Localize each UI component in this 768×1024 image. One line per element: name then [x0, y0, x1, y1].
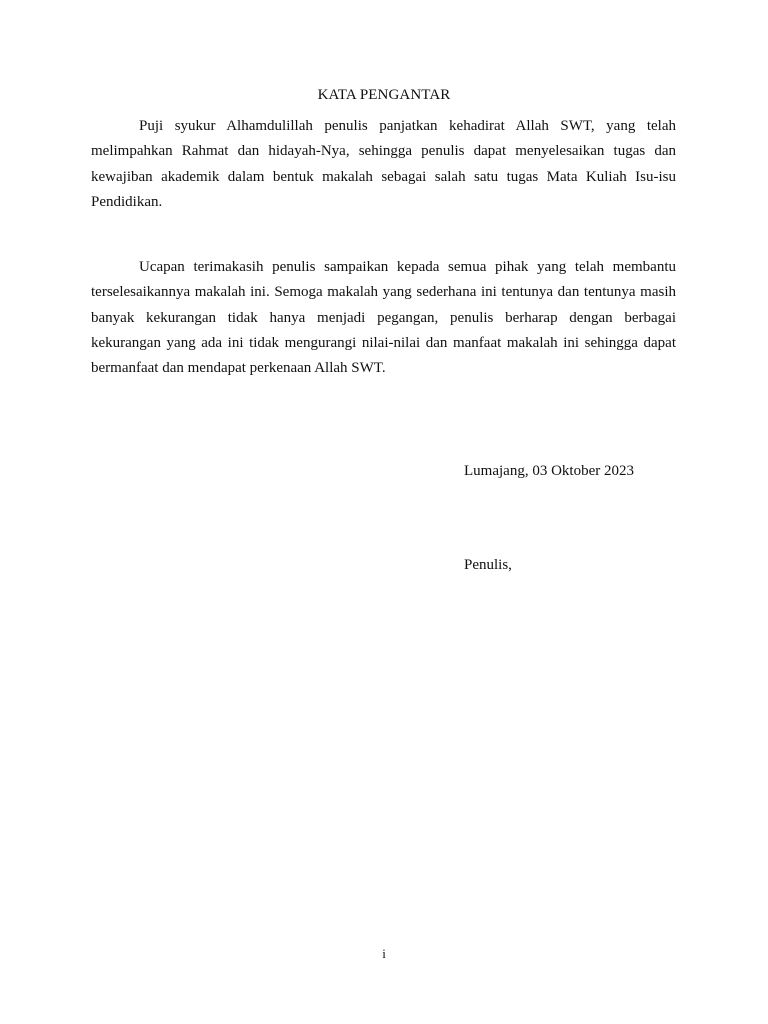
page-number: i	[382, 946, 386, 961]
paragraph-acknowledgement: Ucapan terimakasih penulis sampaikan kepada semua pihak yang telah membantu terselesaikannya makalah ini. Semoga makalah yang sederhana ini tentunya dan tentunya masih banyak kekurangan tidak hanya menjadi pegangan, penulis berharap dengan berbagai kekurangan yang ada ini tidak mengurangi nilai-nilai dan manfaat makalah ini sehingga dapat bermanfaat dan mendapat perkenaan Allah SWT.	[91, 259, 676, 377]
signature-place-date: Lumajang, 03 Oktober 2023	[464, 463, 634, 479]
signature-role: Penulis,	[464, 557, 512, 573]
page-title: KATA PENGANTAR	[317, 87, 451, 103]
paragraph-gratitude: Puji syukur Alhamdulillah penulis panjatkan kehadirat Allah SWT, yang telah melimpahkan Rahmat dan hidayah-Nya, sehingga penulis dapat menyelesaikan tugas dan kewajiban akademik dalam bentuk makalah sebagai salah satu tugas Mata Kuliah Isu-isu Pendidikan.	[91, 118, 676, 210]
